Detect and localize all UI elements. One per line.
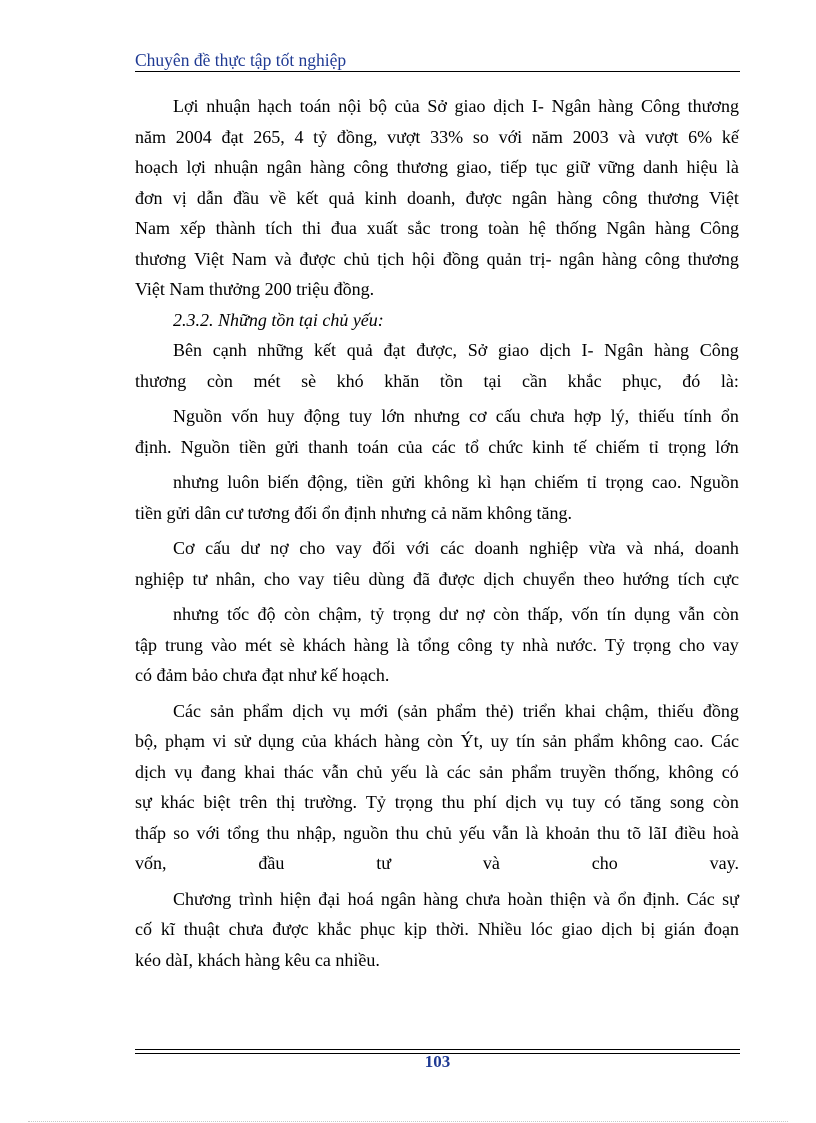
page-header-title: Chuyên đề thực tập tốt nghiệp [135,50,347,70]
body-line: hoạch lợi nhuận ngân hàng công thương giao, tiếp tục giữ vững danh hiệu là [135,157,739,177]
body-line: nhưng luôn biến động, tiền gửi không kì hạn chiếm tỉ trọng cao. Nguồn [173,472,739,492]
body-line: đơn vị dẫn đầu về kết quả kinh doanh, được ngân hàng công thương Việt [135,187,739,208]
body-line: Việt Nam thưởng 200 triệu đồng. [135,279,375,299]
body-line: thương còn mét sè khó khăn tồn tại cần khắc phục, đó là: [135,370,739,391]
header-rule [135,71,740,72]
body-line: Nguồn vốn huy động tuy lớn nhưng cơ cấu chưa hợp lý, thiếu tính ổn [173,406,739,426]
body-line: Lợi nhuận hạch toán nội bộ của Sở giao dịch I- Ngân hàng Công thương [173,96,739,116]
body-line: kéo dàI, khách hàng kêu ca nhiều. [135,949,380,970]
body-line: cố kĩ thuật chưa được khắc phục kịp thời. Nhiều lóc giao dịch bị gián đoạn [135,919,739,939]
body-line: định. Nguồn tiền gửi thanh toán của các tổ chức kinh tế chiếm tỉ trọng lớn [135,436,739,457]
body-line: thương Việt Nam và được chủ tịch hội đồng quản trị- ngân hàng công thương [135,248,739,269]
body-line: vốn, đầu tư và cho vay. [135,853,739,873]
body-line: Các sản phẩm dịch vụ mới (sản phẩm thẻ) triển khai chậm, thiếu đồng [173,700,739,721]
body-line: nhưng tốc độ còn chậm, tỷ trọng dư nợ còn thấp, vốn tín dụng vẫn còn [173,604,739,624]
page-number: 103 [424,1052,451,1071]
body-line: thấp so với tổng thu nhập, nguồn thu chủ yếu vẫn là khoản thu tõ lãI điều hoà [135,822,739,843]
body-line: năm 2004 đạt 265, 4 tỷ đồng, vượt 33% so với năm 2003 và vượt 6% kế [135,126,739,147]
page-edge-dotted-line [28,1121,788,1122]
body-line: Cơ cấu dư nợ cho vay đối với các doanh nghiệp vừa và nhá, doanh [173,538,739,558]
body-line: tiền gửi dân cư tương đối ổn định nhưng cả năm không tăng. [135,502,572,523]
body-line: dịch vụ đang khai thác vẫn chủ yếu là các sản phẩm truyền thống, không có [135,761,739,782]
body-line: Nam xếp thành tích thi đua xuất sắc trong toàn hệ thống Ngân hàng Công [135,218,739,238]
body-line: bộ, phạm vi sử dụng của khách hàng còn Ýt, uy tín sản phẩm không cao. Các [135,731,739,751]
body-line: tập trung vào mét sè khách hàng là tổng công ty nhà nước. Tỷ trọng cho vay [135,634,739,655]
body-line: sự khác biệt trên thị trường. Tỷ trọng thu phí dịch vụ tuy có tăng song còn [135,792,739,812]
body-line: có đảm bảo chưa đạt như kế hoạch. [135,665,390,685]
body-line: Bên cạnh những kết quả đạt được, Sở giao dịch I- Ngân hàng Công [173,340,739,360]
document-body [135,91,739,975]
body-line: 2.3.2. Những tồn tại chủ yếu: [173,309,384,330]
body-line: Chương trình hiện đại hoá ngân hàng chưa hoàn thiện và ổn định. Các sự [173,888,739,909]
body-line: nghiệp tư nhân, cho vay tiêu dùng đã được dịch chuyển theo hướng tích cực [135,568,739,589]
